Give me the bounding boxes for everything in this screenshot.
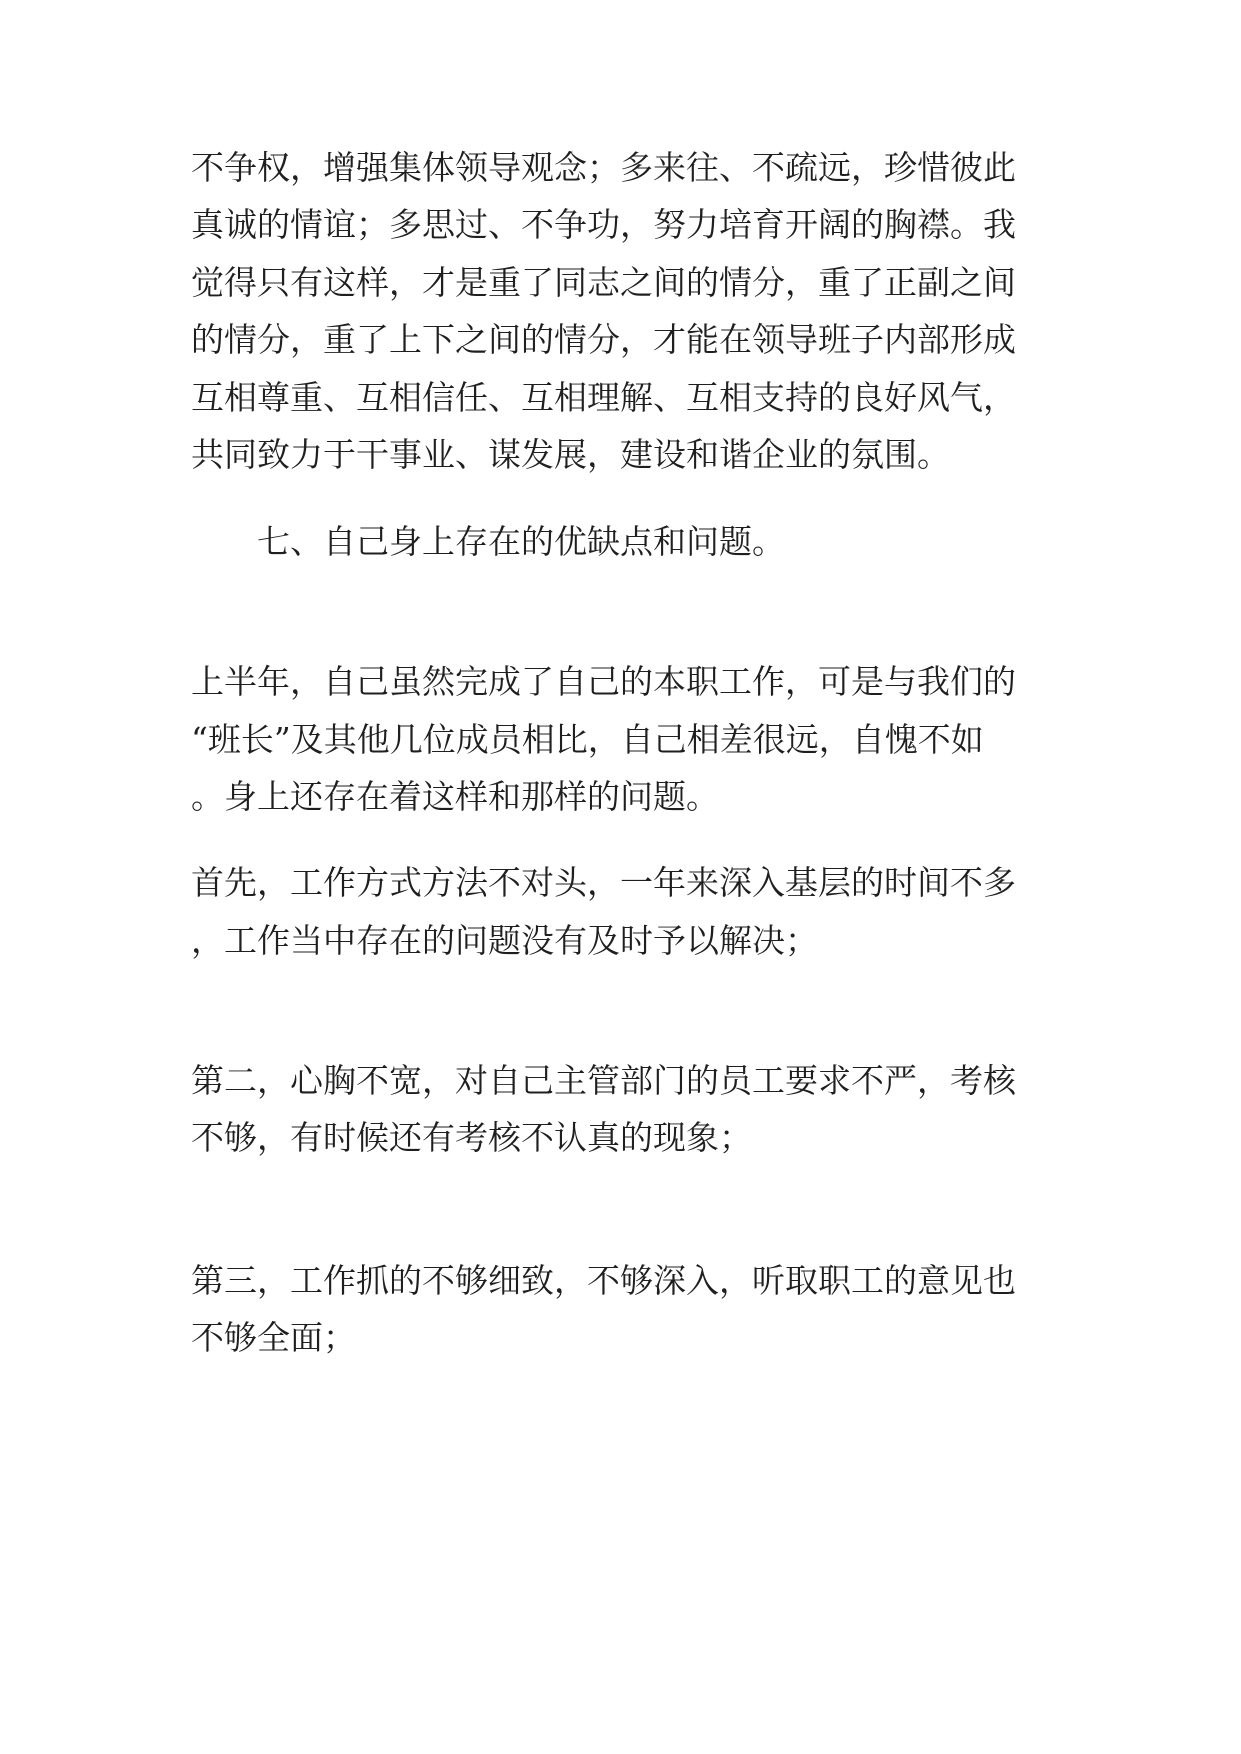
text-line: 不够，有时候还有考核不认真的现象； — [191, 1118, 752, 1157]
text-line: 首先，工作方式方法不对头，一年来深入基层的时间不多 — [191, 863, 1016, 902]
heading-line: 七、自己身上存在的优缺点和问题。 — [257, 522, 785, 561]
text-line: 。身上还存在着这样和那样的问题。 — [191, 777, 719, 816]
text-line: 共同致力于干事业、谋发展，建设和谐企业的氛围。 — [191, 435, 950, 474]
text-line: “班长”及其他几位成员相比，自己相差很远，自愧不如 — [191, 720, 984, 759]
text-line: 第三，工作抓的不够细致，不够深入，听取职工的意见也 — [191, 1261, 1016, 1300]
text-line: 觉得只有这样，才是重了同志之间的情分，重了正副之间 — [191, 263, 1016, 302]
text-line: 不够全面； — [191, 1318, 356, 1357]
text-line: 不争权，增强集体领导观念；多来往、不疏远，珍惜彼此 — [191, 148, 1016, 187]
text-line: 第二，心胸不宽，对自己主管部门的员工要求不严，考核 — [191, 1061, 1016, 1100]
text-line: 真诚的情谊；多思过、不争功，努力培育开阔的胸襟。我 — [191, 205, 1016, 244]
text-line: 的情分，重了上下之间的情分，才能在领导班子内部形成 — [191, 320, 1016, 359]
text-line: 互相尊重、互相信任、互相理解、互相支持的良好风气， — [191, 378, 1016, 417]
text-line: 上半年，自己虽然完成了自己的本职工作，可是与我们的 — [191, 662, 1016, 701]
text-line: ，工作当中存在的问题没有及时予以解决； — [191, 921, 818, 960]
